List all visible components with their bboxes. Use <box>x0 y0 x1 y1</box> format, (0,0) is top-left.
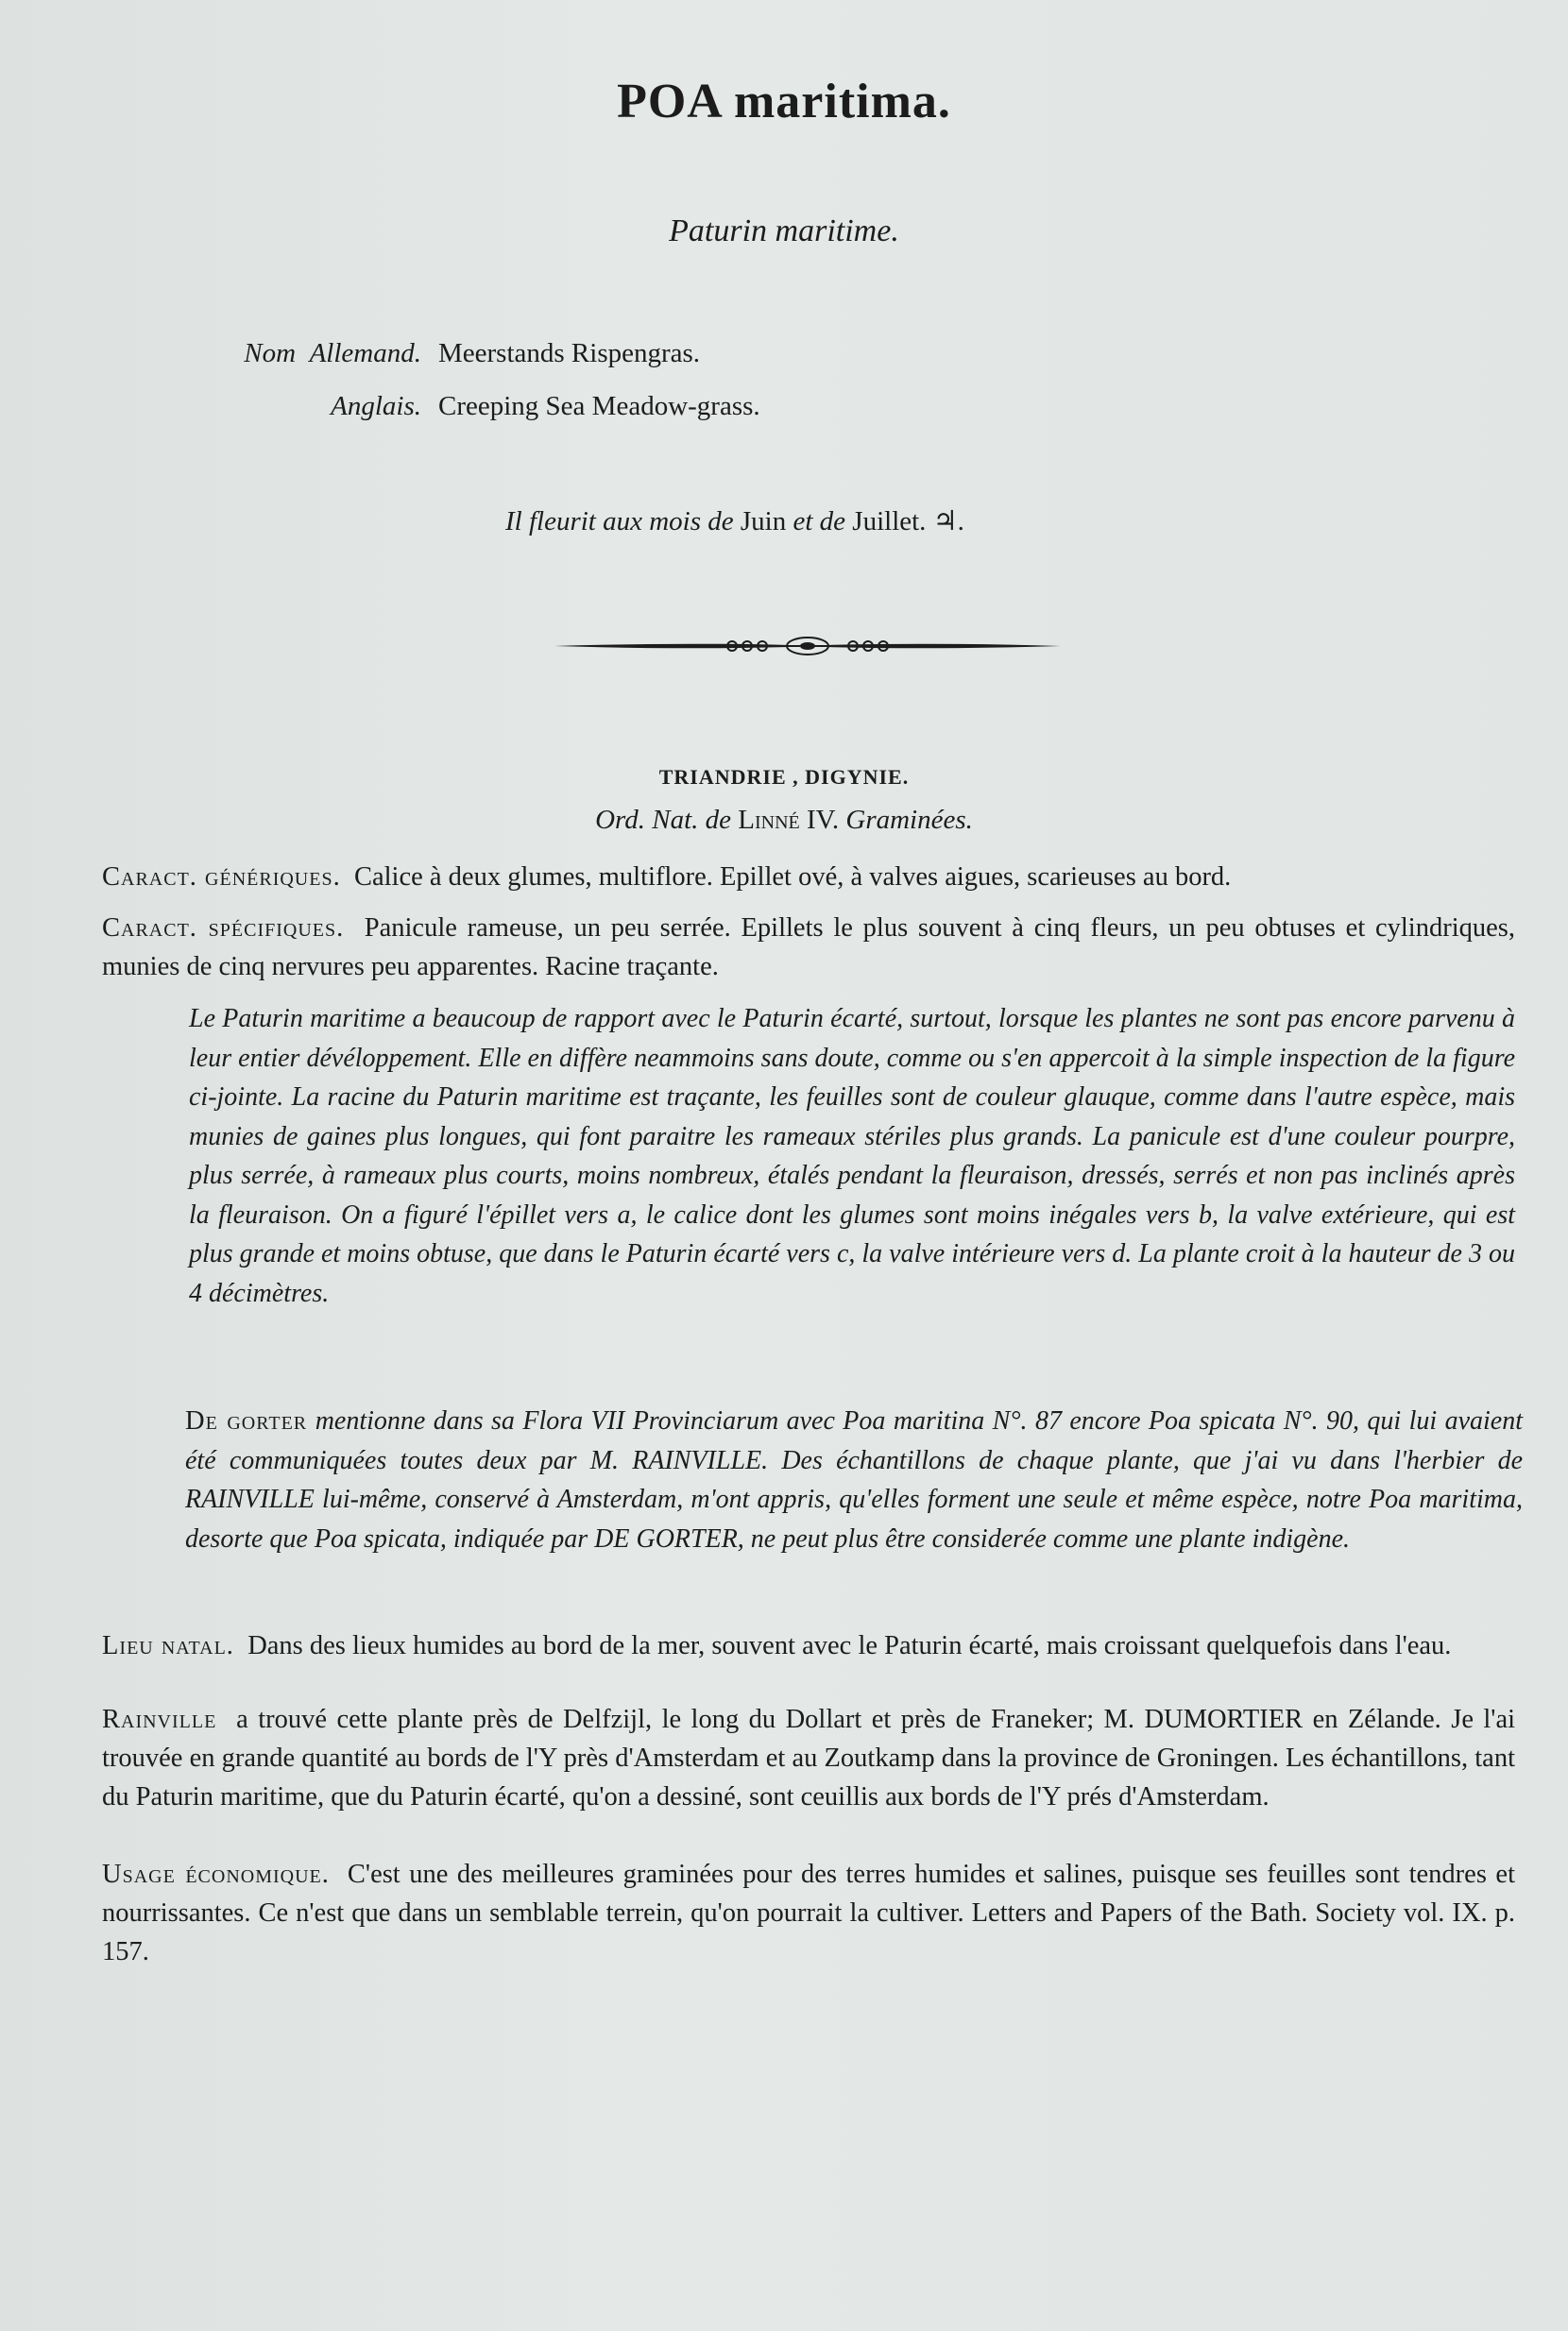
english-label: Anglais. <box>331 391 421 421</box>
german-label: Nom Allemand. <box>244 338 421 368</box>
generic-characters: Caract. génériques. Calice à deux glumes, multiflore. Epillet ové, à valves aigues, scarieuses au bord. <box>102 862 1232 892</box>
linnaean-class: TRIANDRIE , DIGYNIE. <box>658 765 910 789</box>
gorter-paragraph: De gorter mentionne dans sa Flora VII Provinciarum avec Poa maritina N°. 87 encore Poa spicata N°. 90, qui lui avaient été communiquées toutes deux par M. RAINVILLE. Des échantillons de chaque plante, que j'ai vu dans l'herbier de RAINVILLE lui-même, conservé à Amsterdam, m'ont appris, qu'elles forment une seule et même espèce, notre Poa maritima, desorte que Poa spicata, indiquée par DE GORTER, ne peut plus être considerée comme une plante indigène. <box>185 1406 1524 1554</box>
english-name-row <box>179 391 760 444</box>
english-name: Creeping Sea Meadow-grass. <box>438 391 760 421</box>
native-habitat: Lieu natal. Dans des lieux humides au bord de la mer, souvent avec le Paturin écarté, mais croissant quelquefois dans l'eau. <box>102 1631 1452 1660</box>
perennial-symbol: ♃. <box>932 506 964 536</box>
german-name: Meerstands Rispengras. <box>438 338 701 368</box>
economic-use: Usage économique. C'est une des meilleures graminées pour des terres humides et salines, puisque ses feuilles sont tendres et nourrissantes. Ce n'est que dans un semblable terrein, qu'on pourrait la cultiver. Letters and Papers of the Bath. Society vol. IX. p. 157. <box>102 1860 1515 1966</box>
ornament-divider <box>553 631 1063 661</box>
german-name-row <box>179 338 760 391</box>
specific-characters: Caract. spécifiques. Panicule rameuse, un peu serrée. Epillets le plus souvent à cinq fleurs, un peu obtuses et cylindriques, munies de cinq nervures peu apparentes. Racine traçante. <box>102 913 1516 981</box>
page-title: POA maritima. <box>617 75 951 128</box>
description-note: Le Paturin maritime a beaucoup de rapport avec le Paturin écarté, surtout, lorsque les plantes ne sont pas encore parvenu à leur entier dévéloppement. Elle en diffère neammoins sans doute, comme ou s'en appercoit à la simple inspection de la figure ci-jointe. La racine du Paturin maritime est traçante, les feuilles sont de couleur glauque, comme dans l'autre espèce, mais munies de gaines plus longues, qui font paraitre les rameaux stériles plus grands. La panicule est d'une couleur pourpre, plus serrée, à rameaux plus courts, moins nombreux, étalés pendant la fleuraison, dressés, serrés et non pas inclinés après la fleuraison. On a figuré l'épillet vers a, le calice dont les glumes sont moins inégales vers b, la valve extérieure, qui est plus grande et moins obtuse, que dans le Paturin écarté vers c, la valve intérieure vers d. La plante croit à la hauteur de 3 ou 4 décimètres. <box>189 1004 1515 1308</box>
common-names <box>179 338 760 444</box>
flowering-period: Il fleurit aux mois de Juin et de Juillet. ♃. <box>505 506 964 536</box>
natural-order: Ord. Nat. de Linné IV. Graminées. <box>595 805 973 835</box>
french-name: Paturin maritime. <box>669 213 899 248</box>
localities: Rainville a trouvé cette plante près de Delfzijl, le long du Dollart et près de Franeker; M. DUMORTIER en Zélande. Je l'ai trouvée en grande quantité au bords de l'Y près d'Amsterdam et au Zoutkamp dans la province de Groningen. Les échantillons, tant du Paturin maritime, que du Paturin écarté, qu'on a dessiné, sont ceuillis aux bords de l'Y prés d'Amsterdam. <box>102 1705 1516 1812</box>
